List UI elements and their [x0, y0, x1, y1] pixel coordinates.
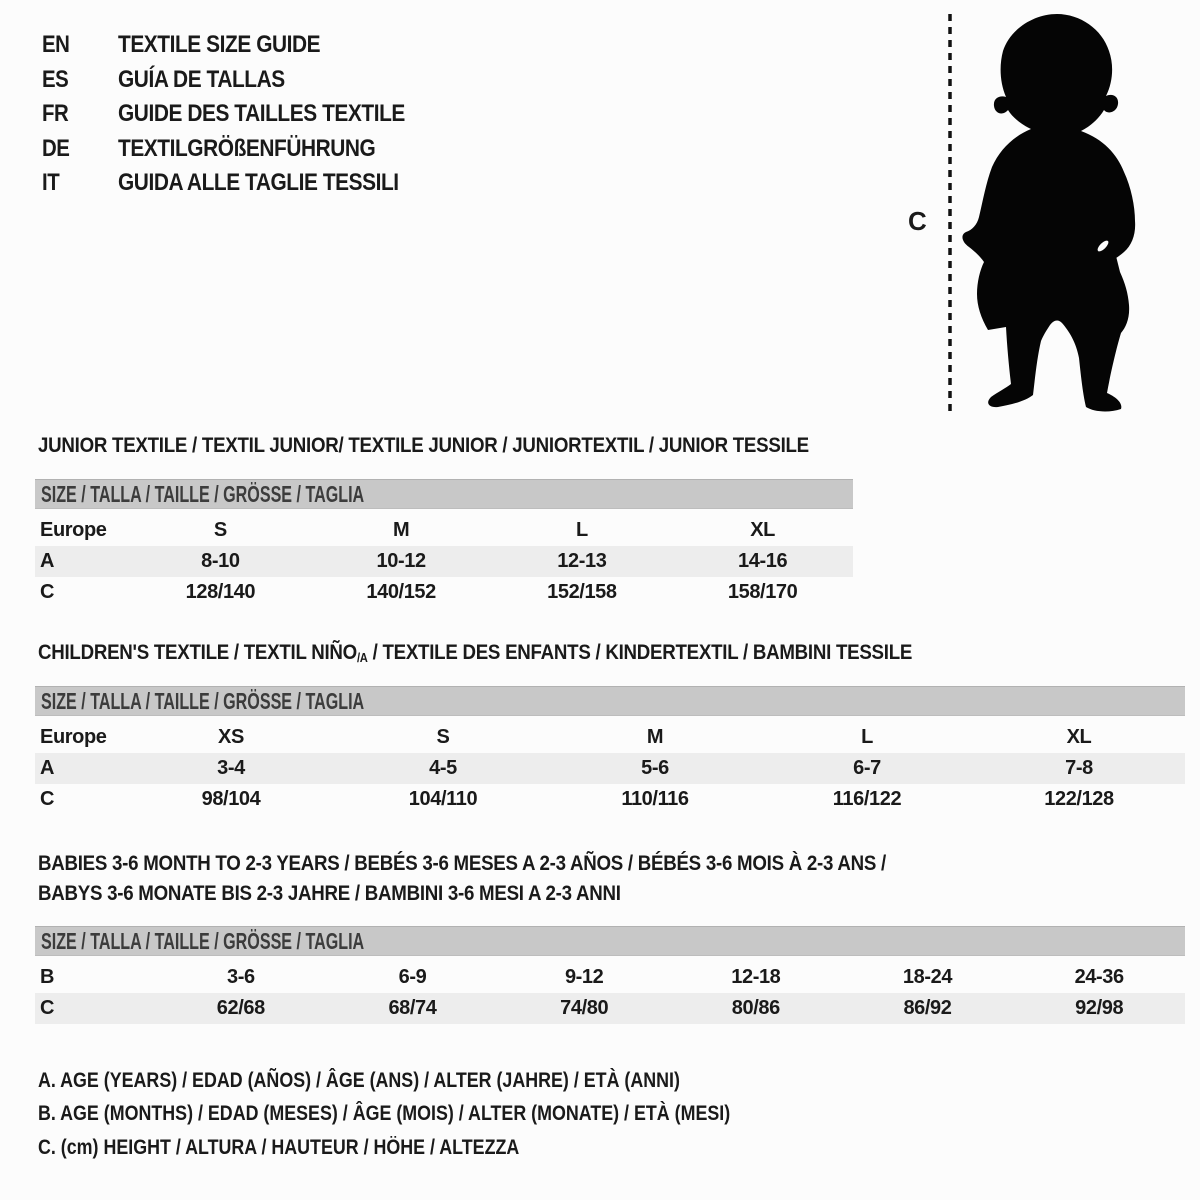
cell: 68/74: [388, 997, 437, 1019]
babies-section-title: [38, 848, 1013, 908]
lang-title: TEXTILE SIZE GUIDE: [118, 31, 321, 59]
cell: 12-13: [557, 550, 607, 572]
babies-title-line1: BABIES 3-6 MONTH TO 2-3 YEARS / BEBÉS 3-6 MESES A 2-3 AÑOS / BÉBÉS 3-6 MOIS À 2-3 ANS /: [38, 851, 886, 875]
baby-silhouette: [962, 14, 1135, 411]
table-row: [35, 577, 853, 608]
cell: M: [392, 519, 410, 541]
lang-title: GUÍA DE TALLAS: [118, 65, 285, 93]
lang-title: TEXTILGRÖßENFÜHRUNG: [118, 134, 376, 162]
children-title-sub: /A: [356, 650, 368, 666]
size-header-text: SIZE / TALLA / TAILLE / GRÖSSE / TAGLIA: [41, 687, 365, 714]
table-row: [35, 722, 1185, 753]
children-title-text: [38, 640, 912, 665]
lang-row-es: [42, 63, 448, 98]
junior-title-text: JUNIOR TEXTILE / TEXTIL JUNIOR/ TEXTILE JUNIOR / JUNIORTEXTIL / JUNIOR TESSILE: [38, 433, 809, 457]
lang-row-de: [42, 132, 448, 167]
table-row: [35, 515, 853, 546]
legend-text-c: C. (cm) HEIGHT / ALTURA / HAUTEUR / HÖHE / ALTEZZA: [38, 1135, 520, 1159]
row-label: B: [40, 966, 55, 988]
cell: 3-4: [217, 757, 245, 779]
lang-code: ES: [42, 65, 69, 93]
cell: 140/152: [366, 581, 436, 603]
cell: 7-8: [1065, 757, 1093, 779]
cell: 14-16: [738, 550, 788, 572]
cell: S: [213, 519, 227, 541]
cell: 18-24: [902, 966, 953, 988]
cell: 116/122: [832, 788, 902, 810]
measurement-legend: [38, 1064, 852, 1165]
lang-row-fr: [42, 97, 448, 132]
cell: S: [436, 726, 450, 748]
cell: 152/158: [547, 581, 617, 603]
size-header-text: SIZE / TALLA / TAILLE / GRÖSSE / TAGLIA: [41, 480, 365, 507]
cell: 62/68: [216, 997, 265, 1019]
cell: 80/86: [731, 997, 780, 1019]
lang-row-it: [42, 166, 448, 201]
lang-title: GUIDA ALLE TAGLIE TESSILI: [118, 169, 399, 197]
legend-line-b: [38, 1098, 852, 1132]
cell: XS: [218, 726, 244, 748]
children-title-pre: CHILDREN'S TEXTILE / TEXTIL NIÑO: [38, 640, 357, 664]
table-row: [35, 753, 1185, 784]
row-label: C: [40, 997, 55, 1019]
cell: 158/170: [727, 581, 798, 603]
cell: 74/80: [560, 997, 609, 1019]
cell: 10-12: [376, 550, 426, 572]
row-label: C: [40, 581, 55, 603]
cell: XL: [750, 519, 775, 541]
cell: L: [861, 726, 873, 748]
cell: 12-18: [731, 966, 781, 988]
junior-section-title: [38, 433, 924, 458]
cell: 110/116: [621, 788, 689, 810]
children-size-header-bar: [35, 686, 1185, 716]
cell: 122/128: [1044, 788, 1114, 810]
legend-text-b: B. AGE (MONTHS) / EDAD (MESES) / ÂGE (MOIS) / ALTER (MONATE) / ETÀ (MESI): [38, 1102, 731, 1126]
junior-size-table: [35, 479, 853, 608]
cell: 9-12: [564, 966, 604, 988]
language-title-list: [42, 28, 448, 201]
babies-size-table: [35, 926, 1185, 1024]
cell: 86/92: [903, 997, 952, 1019]
cell: XL: [1066, 726, 1092, 748]
legend-line-c: [38, 1131, 852, 1165]
row-label: A: [40, 550, 55, 572]
children-title-post: / TEXTILE DES ENFANTS / KINDERTEXTIL / BAMBINI TESSILE: [367, 640, 913, 664]
row-label: C: [40, 788, 55, 810]
cell: 104/110: [408, 788, 478, 810]
legend-text-a: A. AGE (YEARS) / EDAD (AÑOS) / ÂGE (ANS) / ALTER (JAHRE) / ETÀ (ANNI): [38, 1068, 680, 1092]
baby-silhouette-figure: [900, 6, 1160, 424]
table-row: [35, 784, 1185, 815]
cell: 5-6: [641, 757, 669, 779]
row-label: Europe: [40, 519, 107, 541]
cell: 128/140: [185, 581, 256, 603]
size-header-text: SIZE / TALLA / TAILLE / GRÖSSE / TAGLIA: [41, 927, 365, 954]
row-label: A: [40, 757, 55, 779]
cell: 24-36: [1074, 966, 1124, 988]
lang-title: GUIDE DES TAILLES TEXTILE: [118, 100, 405, 128]
junior-table-rows: [35, 515, 853, 608]
babies-size-header-bar: [35, 926, 1185, 956]
figure-height-label: C: [908, 206, 927, 236]
cell: 3-6: [226, 966, 255, 988]
lang-code: DE: [42, 134, 70, 162]
babies-title-line2: BABYS 3-6 MONATE BIS 2-3 JAHRE / BAMBINI 3-6 MESI A 2-3 ANNI: [38, 881, 621, 905]
lang-row-en: [42, 28, 448, 63]
cell: 6-7: [853, 757, 881, 779]
cell: 4-5: [429, 757, 457, 779]
children-size-table: [35, 686, 1185, 815]
lang-code: FR: [42, 100, 69, 128]
cell: M: [646, 726, 664, 748]
cell: L: [575, 519, 588, 541]
cell: 98/104: [201, 788, 261, 810]
table-row: [35, 962, 1185, 993]
junior-size-header-bar: [35, 479, 853, 509]
children-section-title: [38, 640, 1043, 665]
lang-code: IT: [42, 169, 60, 197]
row-label: Europe: [40, 726, 107, 748]
table-row: [35, 546, 853, 577]
cell: 8-10: [201, 550, 240, 572]
table-row: [35, 993, 1185, 1024]
legend-line-a: [38, 1064, 852, 1098]
lang-code: EN: [42, 31, 70, 59]
cell: 6-9: [398, 966, 427, 988]
children-table-rows: [35, 722, 1185, 815]
babies-table-rows: [35, 962, 1185, 1024]
cell: 92/98: [1075, 997, 1124, 1019]
